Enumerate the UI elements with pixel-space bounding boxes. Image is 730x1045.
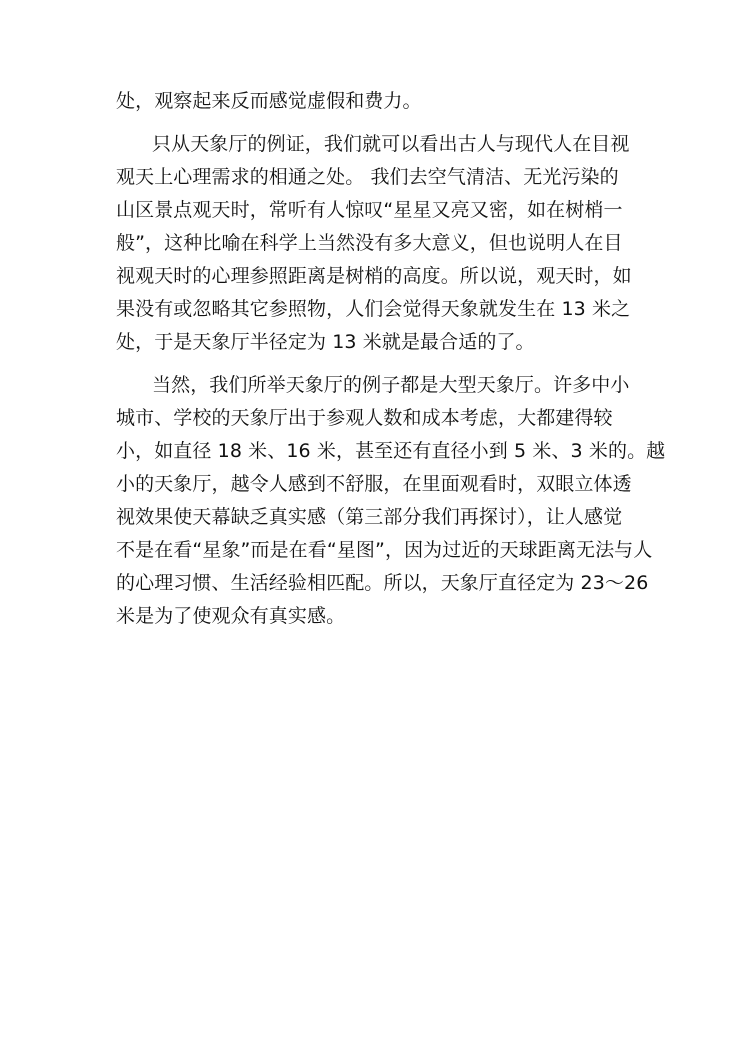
text-line: 的心理习惯、生活经验相匹配。所以，天象厅直径定为 23～26: [116, 572, 649, 594]
text-line: 当然，我们所举天象厅的例子都是大型天象厅。许多中小: [152, 374, 630, 396]
paragraph-3: [116, 369, 666, 633]
page-body: [116, 85, 666, 633]
paragraph-gap: [116, 118, 626, 128]
text-line: 果没有或忽略其它参照物，人们会觉得天象就发生在 13 米之: [116, 298, 631, 320]
text-line: 视效果使天幕缺乏真实感（第三部分我们再探讨），让人感觉: [116, 506, 623, 528]
text-line: 处，观察起来反而感觉虚假和费力。: [116, 90, 422, 112]
paragraph-1: [116, 85, 626, 118]
text-line: 处，于是天象厅半径定为 13 米就是最合适的了。: [116, 331, 535, 353]
text-line: 只从天象厅的例证，我们就可以看出古人与现代人在目视: [152, 133, 630, 155]
text-line: 不是在看“星象”而是在看“星图”，因为过近的天球距离无法与人: [116, 539, 653, 561]
text-line: 小，如直径 18 米、16 米，甚至还有直径小到 5 米、3 米的。越: [116, 440, 666, 462]
text-line: 般”，这种比喻在科学上当然没有多大意义，但也说明人在目: [116, 232, 623, 254]
text-line: 山区景点观天时，常听有人惊叹“星星又亮又密，如在树梢一: [116, 199, 623, 221]
paragraph-2: [116, 128, 632, 359]
text-line: 观天上心理需求的相通之处。 我们去空气清洁、无光污染的: [116, 166, 619, 188]
text-line: 视观天时的心理参照距离是树梢的高度。所以说，观天时，如: [116, 265, 632, 287]
text-line: 小的天象厅，越令人感到不舒服，在里面观看时，双眼立体透: [116, 473, 632, 495]
paragraph-gap: [116, 359, 626, 369]
text-line: 米是为了使观众有真实感。: [116, 605, 346, 627]
text-line: 城市、学校的天象厅出于参观人数和成本考虑，大都建得较: [116, 407, 613, 429]
